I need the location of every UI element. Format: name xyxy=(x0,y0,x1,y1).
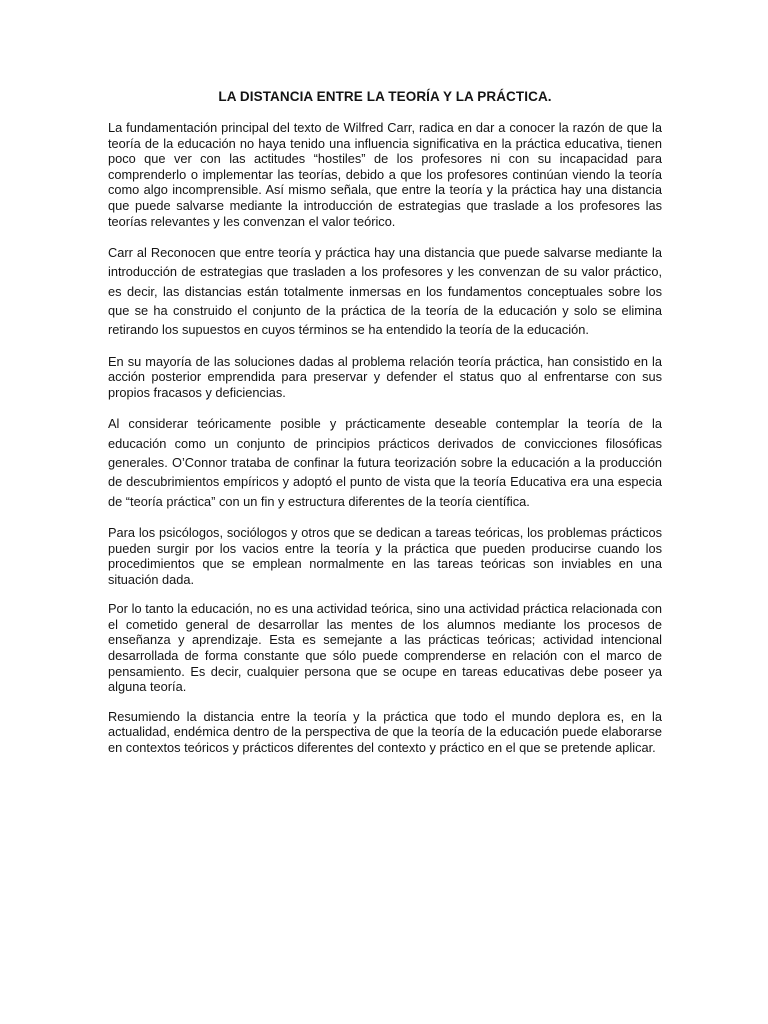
paragraph-3: En su mayoría de las soluciones dadas al problema relación teoría práctica, han consistido en la acción posterior emprendida para preservar y defender el status quo al enfrentarse con sus propios fracasos y deficiencias. xyxy=(108,353,662,400)
paragraph-7: Resumiendo la distancia entre la teoría y la práctica que todo el mundo deplora es, en la actualidad, endémica dentro de la perspectiva de que la teoría de la educación puede elaborarse en contextos teóricos y prácticos diferentes del contexto y práctico en el que se pretende aplicar. xyxy=(108,708,662,756)
paragraph-4: Al considerar teóricamente posible y prácticamente deseable contemplar la teoría de la educación como un conjunto de principios prácticos derivados de convicciones filosóficas generales. O’Connor trataba de confinar la futura teorización sobre la educación a la producción de descubrimientos empíricos y adoptó el punto de vista que la teoría Educativa era una especia de “teoría práctica” con un fin y estructura diferentes de la teoría científica. xyxy=(108,416,662,509)
document-body xyxy=(108,88,662,770)
paragraph-6: Por lo tanto la educación, no es una actividad teórica, sino una actividad práctica relacionada con el cometido general de desarrollar las mentes de los alumnos mediante los procesos de enseñanza y aprendizaje. Esta es semejante a las prácticas teóricas; actividad intencional desarrollada de forma constante que sólo puede comprenderse en relación con el marco de pensamiento. Es decir, cualquier persona que se ocupe en tareas educativas debe poseer ya alguna teoría. xyxy=(108,601,662,695)
paragraph-1: La fundamentación principal del texto de Wilfred Carr, radica en dar a conocer la razón de que la teoría de la educación no haya tenido una influencia significativa en la práctica educativa, tienen poco que ver con las actitudes “hostiles” de los profesores ni con su incapacidad para comprenderlo o implementar las teorías, debido a que los profesores continúan viendo la teoría como algo incomprensible. Así mismo señala, que entre la teoría y la práctica hay una distancia que puede salvarse mediante la introducción de estrategias que traslade a los profesores las teorías relevantes y les convenzan el valor teórico. xyxy=(108,120,662,229)
document-title: LA DISTANCIA ENTRE LA TEORÍA Y LA PRÁCTICA. xyxy=(218,89,552,104)
paragraph-2: Carr al Reconocen que entre teoría y práctica hay una distancia que puede salvarse mediante la introducción de estrategias que trasladen a los profesores y les convenzan de su valor práctico, es decir, las distancias están totalmente inmersas en los fundamentos conceptuales sobre los que se ha construido el conjunto de la práctica de la teoría de la educación y solo se elimina retirando los supuestos en cuyos términos se ha entendido la teoría de la educación. xyxy=(108,245,662,338)
paragraph-5: Para los psicólogos, sociólogos y otros que se dedican a tareas teóricas, los problemas prácticos pueden surgir por los vacios entre la teoría y la práctica que pueden producirse cuando los procedimientos que se emplean normalmente en las tareas teóricas son inviables en una situación dada. xyxy=(108,524,662,587)
